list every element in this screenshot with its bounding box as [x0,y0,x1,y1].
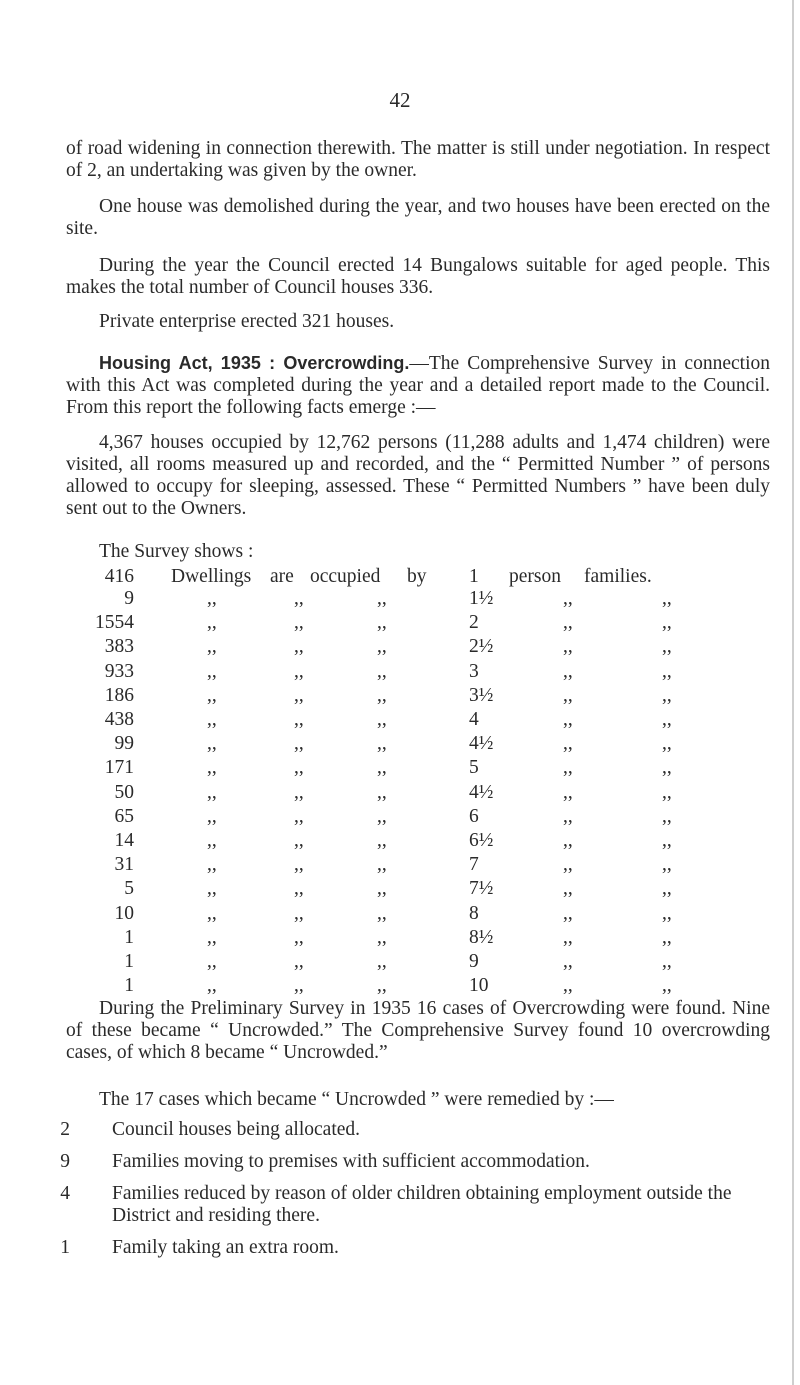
section-body: —The Comprehensive Survey in connection with this Act was completed during the year and a detailed report made to the Council. From this report the following facts emerge :— [66,353,770,418]
count-cell: 438 [104,709,134,730]
ditto-mark: ,, [294,975,304,996]
count-cell: 383 [104,636,134,657]
survey-row [0,878,800,900]
header-person: person [509,566,561,587]
ditto-mark: ,, [294,927,304,948]
persons-cell: 1½ [469,588,494,609]
count-cell: 65 [114,806,134,827]
count-cell: 1 [124,927,134,948]
survey-row [0,830,800,852]
survey-row [0,951,800,973]
ditto-mark: ,, [662,951,672,972]
ditto-mark: ,, [207,806,217,827]
ditto-mark: ,, [563,636,573,657]
ditto-mark: ,, [662,903,672,924]
ditto-mark: ,, [563,733,573,754]
ditto-mark: ,, [563,588,573,609]
persons-cell: 3½ [469,685,494,706]
ditto-mark: ,, [294,782,304,803]
persons-cell: 2½ [469,636,494,657]
ditto-mark: ,, [662,757,672,778]
ditto-mark: ,, [207,878,217,899]
ditto-mark: ,, [563,612,573,633]
ditto-mark: ,, [563,854,573,875]
ditto-mark: ,, [662,854,672,875]
ditto-mark: ,, [377,661,387,682]
ditto-mark: ,, [294,709,304,730]
ditto-mark: ,, [294,830,304,851]
ditto-mark: ,, [294,757,304,778]
ditto-mark: ,, [294,588,304,609]
survey-row [0,782,800,804]
count-cell: 99 [114,733,134,754]
ditto-mark: ,, [294,661,304,682]
ditto-mark: ,, [563,927,573,948]
list-item-text: Family taking an extra room. [112,1237,339,1258]
ditto-mark: ,, [377,975,387,996]
page-number: 42 [389,88,411,112]
ditto-mark: ,, [377,733,387,754]
survey-label: The Survey shows : [99,541,254,562]
ditto-mark: ,, [294,951,304,972]
ditto-mark: ,, [377,757,387,778]
ditto-mark: ,, [207,588,217,609]
persons-cell: 6 [469,806,479,827]
ditto-mark: ,, [563,830,573,851]
ditto-mark: ,, [563,878,573,899]
persons-cell: 6½ [469,830,494,851]
paragraph-road-widening: of road widening in connection therewith. The matter is still under negotiation. In respect of 2, an undertaking was given by the owner. [66,138,770,181]
ditto-mark: ,, [207,733,217,754]
persons-cell: 9 [469,951,479,972]
paragraph-demolished: One house was demolished during the year, and two houses have been erected on the site. [66,196,770,239]
paragraph-houses-visited: 4,367 houses occupied by 12,762 persons (11,288 adults and 1,474 children) were visited, all rooms measured up and recorded, and the “ Permitted Number ” of persons allowed to occupy for sleeping, assessed. These “ Permitted Numbers ” have been duly sent out to the Owners. [66,432,770,519]
ditto-mark: ,, [207,757,217,778]
ditto-mark: ,, [377,782,387,803]
section-heading: Housing Act, 1935 : Overcrowding. [99,353,410,373]
survey-row [0,612,800,634]
ditto-mark: ,, [207,903,217,924]
paragraph-preliminary-survey: During the Preliminary Survey in 1935 16 cases of Overcrowding were found. Nine of these became “ Uncrowded.” The Comprehensive Survey found 10 overcrowding cases, of which 8 became “ Uncrowded.” [66,998,770,1063]
ditto-mark: ,, [207,927,217,948]
ditto-mark: ,, [207,782,217,803]
survey-row [0,685,800,707]
ditto-mark: ,, [563,685,573,706]
count-cell: 31 [114,854,134,875]
ditto-mark: ,, [294,854,304,875]
list-item-number: 2 [60,1119,70,1140]
persons-cell: 4 [469,709,479,730]
count-cell: 1554 [95,612,134,633]
ditto-mark: ,, [377,636,387,657]
survey-row [0,806,800,828]
paragraph-housing-act [66,352,770,419]
ditto-mark: ,, [563,975,573,996]
ditto-mark: ,, [377,612,387,633]
list-item-text: Families moving to premises with sufficient accommodation. [112,1151,590,1172]
ditto-mark: ,, [563,782,573,803]
survey-row [0,636,800,658]
ditto-mark: ,, [662,612,672,633]
persons-cell: 7 [469,854,479,875]
count-cell: 50 [114,782,134,803]
count-cell: 10 [114,903,134,924]
paragraph-private-enterprise: Private enterprise erected 321 houses. [99,311,395,332]
ditto-mark: ,, [662,709,672,730]
count-cell: 14 [114,830,134,851]
count-cell: 5 [124,878,134,899]
survey-row [0,757,800,779]
ditto-mark: ,, [207,951,217,972]
persons-cell: 2 [469,612,479,633]
ditto-mark: ,, [294,685,304,706]
ditto-mark: ,, [207,612,217,633]
ditto-mark: ,, [377,951,387,972]
survey-row [0,903,800,925]
ditto-mark: ,, [377,927,387,948]
persons-cell: 4½ [469,782,494,803]
ditto-mark: ,, [662,782,672,803]
header-are: are [270,566,294,587]
ditto-mark: ,, [377,588,387,609]
ditto-mark: ,, [294,878,304,899]
survey-row [0,588,800,610]
ditto-mark: ,, [377,854,387,875]
survey-row [0,927,800,949]
count-cell: 416 [104,566,134,587]
ditto-mark: ,, [563,661,573,682]
ditto-mark: ,, [207,709,217,730]
persons-cell: 4½ [469,733,494,754]
ditto-mark: ,, [662,975,672,996]
ditto-mark: ,, [207,854,217,875]
ditto-mark: ,, [563,903,573,924]
ditto-mark: ,, [563,951,573,972]
list-item-text: Families reduced by reason of older children obtaining employment outside the District and residing there. [112,1183,732,1226]
ditto-mark: ,, [563,806,573,827]
ditto-mark: ,, [662,685,672,706]
ditto-mark: ,, [662,661,672,682]
ditto-mark: ,, [377,709,387,730]
header-occupied: occupied [310,566,381,587]
ditto-mark: ,, [563,709,573,730]
count-cell: 186 [104,685,134,706]
ditto-mark: ,, [294,806,304,827]
count-cell: 1 [124,951,134,972]
persons-cell: 1 [469,566,479,587]
ditto-mark: ,, [377,685,387,706]
ditto-mark: ,, [294,903,304,924]
header-families: families. [584,566,652,587]
list-item-text: Council houses being allocated. [112,1119,361,1140]
persons-cell: 8½ [469,927,494,948]
survey-row [0,661,800,683]
persons-cell: 8 [469,903,479,924]
ditto-mark: ,, [294,636,304,657]
persons-cell: 7½ [469,878,494,899]
survey-row [0,854,800,876]
ditto-mark: ,, [377,878,387,899]
persons-cell: 5 [469,757,479,778]
ditto-mark: ,, [662,830,672,851]
ditto-mark: ,, [207,661,217,682]
ditto-mark: ,, [377,903,387,924]
ditto-mark: ,, [207,636,217,657]
persons-cell: 3 [469,661,479,682]
ditto-mark: ,, [377,830,387,851]
list-item-number: 1 [60,1237,70,1258]
ditto-mark: ,, [377,806,387,827]
ditto-mark: ,, [207,975,217,996]
header-dwellings: Dwellings [171,566,252,587]
ditto-mark: ,, [662,733,672,754]
paragraph-bungalows: During the year the Council erected 14 Bungalows suitable for aged people. This makes the total number of Council houses 336. [66,255,770,298]
ditto-mark: ,, [294,612,304,633]
header-by: by [407,566,427,587]
ditto-mark: ,, [563,757,573,778]
count-cell: 933 [104,661,134,682]
persons-cell: 10 [469,975,489,996]
ditto-mark: ,, [294,733,304,754]
ditto-mark: ,, [662,588,672,609]
paragraph-remedied-by: The 17 cases which became “ Uncrowded ” were remedied by :— [99,1089,614,1110]
ditto-mark: ,, [662,927,672,948]
count-cell: 171 [104,757,134,778]
ditto-mark: ,, [207,830,217,851]
count-cell: 9 [124,588,134,609]
survey-row [0,733,800,755]
survey-row [0,975,800,997]
ditto-mark: ,, [207,685,217,706]
ditto-mark: ,, [662,878,672,899]
count-cell: 1 [124,975,134,996]
list-item-number: 9 [60,1151,70,1172]
survey-row [0,709,800,731]
list-item-number: 4 [60,1183,70,1204]
ditto-mark: ,, [662,636,672,657]
survey-header-row [0,566,800,588]
ditto-mark: ,, [662,806,672,827]
